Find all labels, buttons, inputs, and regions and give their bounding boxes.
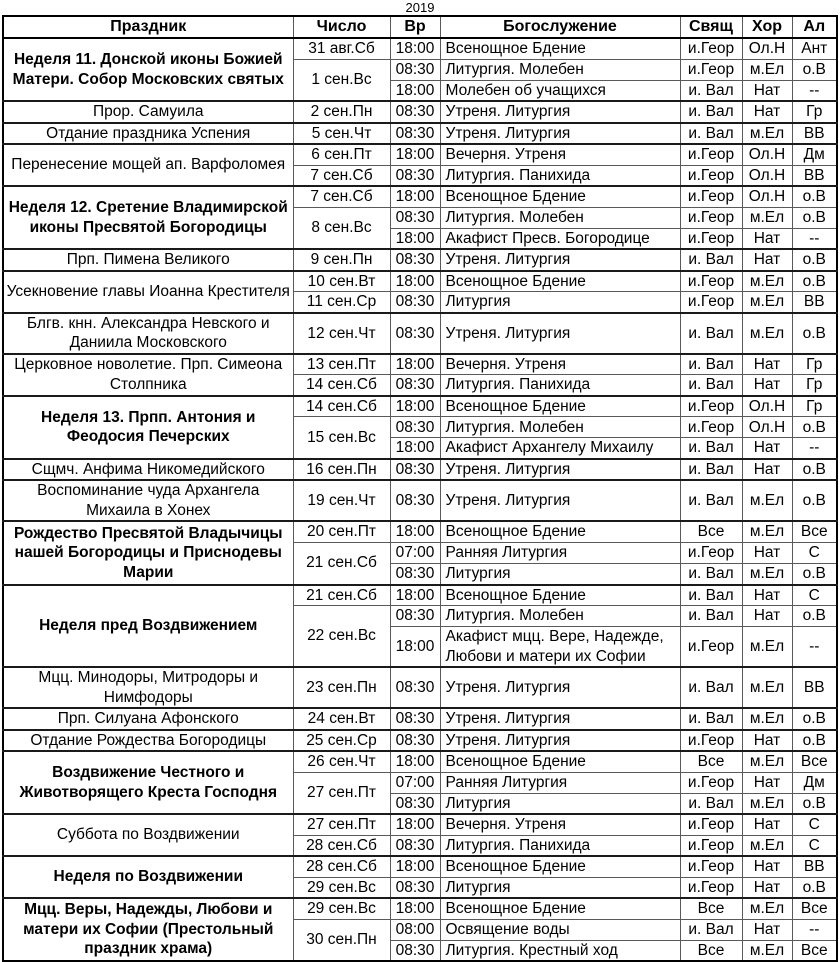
altar-cell: ВВ [792, 165, 837, 186]
altar-cell: -- [792, 438, 837, 459]
altar-cell: -- [792, 80, 837, 101]
service-cell: Всенощное Бдение [440, 751, 680, 772]
service-cell: Всенощное Бдение [440, 186, 680, 207]
schedule-row [3, 814, 837, 835]
altar-cell: о.В [792, 249, 837, 271]
service-cell: Литургия. Молебен [440, 59, 680, 80]
service-cell: Утреня. Литургия [440, 708, 680, 730]
altar-cell: ВВ [792, 123, 837, 145]
schedule-row [3, 144, 837, 165]
feast-cell: Мцц. Минодоры, Митродоры и Нимфодоры [3, 667, 293, 708]
schedule-row [3, 271, 837, 292]
service-cell: Литургия [440, 877, 680, 898]
service-cell: Всенощное Бдение [440, 585, 680, 606]
choir-cell: Нат [742, 856, 792, 877]
priest-cell: и.Геор [680, 186, 742, 207]
feast-cell: Усекновение главы Иоанна Крестителя [3, 271, 293, 313]
feast-cell: Отдание Рождества Богородицы [3, 730, 293, 752]
service-schedule-table [2, 15, 838, 962]
priest-cell: и.Геор [680, 207, 742, 228]
service-cell: Литургия. Крестный ход [440, 940, 680, 961]
date-cell: 6 сен.Пт [293, 144, 390, 165]
time-cell: 18:00 [390, 627, 440, 668]
altar-cell: Все [792, 751, 837, 772]
service-cell: Литургия [440, 292, 680, 313]
altar-cell: С [792, 585, 837, 606]
altar-cell: ВВ [792, 856, 837, 877]
time-cell: 08:30 [390, 730, 440, 752]
date-cell: 30 сен.Пн [293, 919, 390, 961]
column-header-service: Богослужение [440, 16, 680, 38]
priest-cell: и.Геор [680, 38, 742, 59]
date-cell: 2 сен.Пн [293, 101, 390, 123]
altar-cell: -- [792, 627, 837, 668]
column-header-altar: Ал [792, 16, 837, 38]
altar-cell: о.В [792, 480, 837, 521]
time-cell: 08:30 [390, 480, 440, 521]
priest-cell: и. Вал [680, 563, 742, 584]
service-cell: Утреня. Литургия [440, 480, 680, 521]
altar-cell: о.В [792, 313, 837, 354]
choir-cell: Нат [742, 814, 792, 835]
choir-cell: м.Ел [742, 563, 792, 584]
priest-cell: и. Вал [680, 480, 742, 521]
time-cell: 18:00 [390, 438, 440, 459]
choir-cell: Нат [742, 354, 792, 375]
service-cell: Всенощное Бдение [440, 898, 680, 919]
service-cell: Акафист Архангелу Михаилу [440, 438, 680, 459]
date-cell: 28 сен.Сб [293, 835, 390, 856]
time-cell: 18:00 [390, 186, 440, 207]
time-cell: 08:30 [390, 606, 440, 627]
column-header-date: Число [293, 16, 390, 38]
time-cell: 08:30 [390, 417, 440, 438]
choir-cell: Ол.Н [742, 38, 792, 59]
schedule-row [3, 354, 837, 375]
service-cell: Вечерня. Утреня [440, 144, 680, 165]
priest-cell: и. Вал [680, 438, 742, 459]
service-cell: Всенощное Бдение [440, 396, 680, 417]
choir-cell: Ол.Н [742, 396, 792, 417]
priest-cell: и. Вал [680, 354, 742, 375]
time-cell: 18:00 [390, 38, 440, 59]
choir-cell: Нат [742, 542, 792, 563]
priest-cell: и.Геор [680, 814, 742, 835]
priest-cell: и. Вал [680, 123, 742, 145]
choir-cell: Нат [742, 80, 792, 101]
altar-cell: о.В [792, 459, 837, 481]
schedule-row [3, 123, 837, 145]
time-cell: 18:00 [390, 751, 440, 772]
service-cell: Литургия. Молебен [440, 207, 680, 228]
choir-cell: м.Ел [742, 313, 792, 354]
date-cell: 28 сен.Сб [293, 856, 390, 877]
table-body [3, 38, 837, 961]
priest-cell: и.Геор [680, 856, 742, 877]
altar-cell: Гр [792, 354, 837, 375]
altar-cell: о.В [792, 708, 837, 730]
time-cell: 08:30 [390, 708, 440, 730]
priest-cell: и.Геор [680, 730, 742, 752]
time-cell: 07:00 [390, 772, 440, 793]
date-cell: 14 сен.Сб [293, 375, 390, 396]
time-cell: 18:00 [390, 271, 440, 292]
service-cell: Всенощное Бдение [440, 271, 680, 292]
service-cell: Литургия. Молебен [440, 417, 680, 438]
priest-cell: и. Вал [680, 667, 742, 708]
service-cell: Освящение воды [440, 919, 680, 940]
service-cell: Литургия. Панихида [440, 165, 680, 186]
feast-cell: Воспоминание чуда Архангела Михаила в Хонех [3, 480, 293, 521]
feast-cell: Неделя 12. Сретение Владимирской иконы Пресвятой Богородицы [3, 186, 293, 249]
time-cell: 08:30 [390, 375, 440, 396]
time-cell: 08:30 [390, 101, 440, 123]
time-cell: 08:30 [390, 249, 440, 271]
time-cell: 08:30 [390, 877, 440, 898]
choir-cell: м.Ел [742, 271, 792, 292]
choir-cell: Нат [742, 585, 792, 606]
service-cell: Утреня. Литургия [440, 123, 680, 145]
service-cell: Утреня. Литургия [440, 313, 680, 354]
service-cell: Вечерня. Утреня [440, 814, 680, 835]
priest-cell: и.Геор [680, 417, 742, 438]
feast-cell: Неделя 11. Донской иконы Божией Матери. Собор Московских святых [3, 38, 293, 101]
time-cell: 08:30 [390, 123, 440, 145]
date-cell: 21 сен.Сб [293, 542, 390, 584]
feast-cell: Суббота по Воздвижении [3, 814, 293, 856]
altar-cell: Гр [792, 375, 837, 396]
priest-cell: Все [680, 751, 742, 772]
schedule-row [3, 101, 837, 123]
date-cell: 19 сен.Чт [293, 480, 390, 521]
schedule-row [3, 585, 837, 606]
service-cell: Акафист мцц. Вере, Надежде, Любови и матери их Софии [440, 627, 680, 668]
time-cell: 18:00 [390, 898, 440, 919]
date-cell: 23 сен.Пн [293, 667, 390, 708]
priest-cell: и.Геор [680, 627, 742, 668]
table-header [3, 16, 837, 38]
year-title: 2019 [405, 0, 435, 15]
service-cell: Всенощное Бдение [440, 856, 680, 877]
altar-cell: о.В [792, 186, 837, 207]
date-cell: 27 сен.Пт [293, 814, 390, 835]
feast-cell: Прп. Силуана Афонского [3, 708, 293, 730]
date-cell: 24 сен.Вт [293, 708, 390, 730]
choir-cell: Ол.Н [742, 186, 792, 207]
altar-cell: Гр [792, 101, 837, 123]
schedule-row [3, 396, 837, 417]
priest-cell: и.Геор [680, 396, 742, 417]
priest-cell: и. Вал [680, 101, 742, 123]
altar-cell: -- [792, 919, 837, 940]
schedule-row [3, 708, 837, 730]
service-cell: Молебен об учащихся [440, 80, 680, 101]
date-cell: 7 сен.Сб [293, 165, 390, 186]
priest-cell: и.Геор [680, 772, 742, 793]
schedule-row [3, 751, 837, 772]
altar-cell: о.В [792, 417, 837, 438]
schedule-row [3, 898, 837, 919]
service-cell: Акафист Пресв. Богородице [440, 228, 680, 249]
date-cell: 25 сен.Ср [293, 730, 390, 752]
time-cell: 18:00 [390, 396, 440, 417]
altar-cell: Ант [792, 38, 837, 59]
priest-cell: и. Вал [680, 919, 742, 940]
feast-cell: Сщмч. Анфима Никомедийского [3, 459, 293, 481]
priest-cell: Все [680, 940, 742, 961]
altar-cell: С [792, 542, 837, 563]
choir-cell: Нат [742, 919, 792, 940]
service-cell: Литургия. Панихида [440, 375, 680, 396]
date-cell: 11 сен.Ср [293, 292, 390, 313]
altar-cell: Все [792, 898, 837, 919]
time-cell: 18:00 [390, 585, 440, 606]
altar-cell: Дм [792, 144, 837, 165]
choir-cell: Ол.Н [742, 417, 792, 438]
time-cell: 08:30 [390, 292, 440, 313]
priest-cell: и. Вал [680, 708, 742, 730]
date-cell: 29 сен.Вс [293, 877, 390, 898]
column-header-feast: Праздник [3, 16, 293, 38]
time-cell: 08:30 [390, 667, 440, 708]
date-cell: 9 сен.Пн [293, 249, 390, 271]
choir-cell: м.Ел [742, 751, 792, 772]
time-cell: 08:30 [390, 59, 440, 80]
schedule-row [3, 459, 837, 481]
service-cell: Вечерня. Утреня [440, 354, 680, 375]
choir-cell: м.Ел [742, 708, 792, 730]
priest-cell: и.Геор [680, 59, 742, 80]
choir-cell: м.Ел [742, 521, 792, 542]
altar-cell: о.В [792, 563, 837, 584]
schedule-row [3, 249, 837, 271]
priest-cell: и. Вал [680, 375, 742, 396]
date-cell: 14 сен.Сб [293, 396, 390, 417]
date-cell: 13 сен.Пт [293, 354, 390, 375]
altar-cell: о.В [792, 793, 837, 814]
date-cell: 1 сен.Вс [293, 59, 390, 101]
time-cell: 08:30 [390, 313, 440, 354]
service-cell: Литургия. Молебен [440, 606, 680, 627]
altar-cell: ВВ [792, 292, 837, 313]
date-cell: 12 сен.Чт [293, 313, 390, 354]
priest-cell: и. Вал [680, 585, 742, 606]
priest-cell: и.Геор [680, 165, 742, 186]
choir-cell: Нат [742, 459, 792, 481]
column-header-choir: Хор [742, 16, 792, 38]
feast-cell: Прп. Пимена Великого [3, 249, 293, 271]
priest-cell: и.Геор [680, 228, 742, 249]
schedule-row [3, 313, 837, 354]
service-cell: Утреня. Литургия [440, 730, 680, 752]
priest-cell: и. Вал [680, 313, 742, 354]
service-cell: Всенощное Бдение [440, 38, 680, 59]
altar-cell: Гр [792, 396, 837, 417]
date-cell: 16 сен.Пн [293, 459, 390, 481]
feast-cell: Отдание праздника Успения [3, 123, 293, 145]
schedule-row [3, 521, 837, 542]
choir-cell: м.Ел [742, 627, 792, 668]
priest-cell: и. Вал [680, 793, 742, 814]
feast-cell: Неделя пред Воздвижением [3, 585, 293, 668]
feast-cell: Рождество Пресвятой Владычицы нашей Богородицы и Приснодевы Марии [3, 521, 293, 584]
priest-cell: Все [680, 521, 742, 542]
altar-cell: С [792, 814, 837, 835]
time-cell: 08:30 [390, 793, 440, 814]
schedule-row [3, 38, 837, 59]
feast-cell: Блгв. кнн. Александра Невского и Даниила Московского [3, 313, 293, 354]
feast-cell: Прор. Самуила [3, 101, 293, 123]
priest-cell: и. Вал [680, 459, 742, 481]
schedule-row [3, 480, 837, 521]
altar-cell: Дм [792, 772, 837, 793]
time-cell: 18:00 [390, 521, 440, 542]
date-cell: 26 сен.Чт [293, 751, 390, 772]
choir-cell: м.Ел [742, 480, 792, 521]
service-cell: Утреня. Литургия [440, 101, 680, 123]
choir-cell: Ол.Н [742, 144, 792, 165]
altar-cell: о.В [792, 271, 837, 292]
service-cell: Утреня. Литургия [440, 667, 680, 708]
time-cell: 08:00 [390, 919, 440, 940]
choir-cell: Нат [742, 730, 792, 752]
service-cell: Ранняя Литургия [440, 542, 680, 563]
schedule-row [3, 186, 837, 207]
choir-cell: м.Ел [742, 207, 792, 228]
choir-cell: Нат [742, 606, 792, 627]
altar-cell: о.В [792, 730, 837, 752]
altar-cell: -- [792, 228, 837, 249]
priest-cell: и.Геор [680, 271, 742, 292]
date-cell: 27 сен.Пт [293, 772, 390, 814]
priest-cell: и. Вал [680, 606, 742, 627]
service-cell: Утреня. Литургия [440, 459, 680, 481]
schedule-row [3, 856, 837, 877]
choir-cell: м.Ел [742, 835, 792, 856]
time-cell: 18:00 [390, 856, 440, 877]
schedule-row [3, 667, 837, 708]
altar-cell: о.В [792, 207, 837, 228]
service-cell: Всенощное Бдение [440, 521, 680, 542]
choir-cell: м.Ел [742, 793, 792, 814]
date-cell: 8 сен.Вс [293, 207, 390, 249]
priest-cell: и.Геор [680, 144, 742, 165]
choir-cell: м.Ел [742, 940, 792, 961]
feast-cell: Перенесение мощей ап. Варфоломея [3, 144, 293, 186]
choir-cell: м.Ел [742, 898, 792, 919]
choir-cell: Нат [742, 772, 792, 793]
time-cell: 18:00 [390, 80, 440, 101]
time-cell: 08:30 [390, 940, 440, 961]
schedule-row [3, 730, 837, 752]
service-cell: Литургия [440, 563, 680, 584]
choir-cell: Нат [742, 375, 792, 396]
service-cell: Утреня. Литургия [440, 249, 680, 271]
date-cell: 22 сен.Вс [293, 606, 390, 668]
choir-cell: м.Ел [742, 667, 792, 708]
feast-cell: Неделя по Воздвижении [3, 856, 293, 898]
priest-cell: Все [680, 898, 742, 919]
time-cell: 18:00 [390, 228, 440, 249]
feast-cell: Мцц. Веры, Надежды, Любови и матери их Софии (Престольный праздник храма) [3, 898, 293, 961]
priest-cell: и.Геор [680, 835, 742, 856]
choir-cell: м.Ел [742, 59, 792, 80]
priest-cell: и. Вал [680, 80, 742, 101]
date-cell: 21 сен.Сб [293, 585, 390, 606]
altar-cell: о.В [792, 877, 837, 898]
choir-cell: м.Ел [742, 123, 792, 145]
time-cell: 18:00 [390, 814, 440, 835]
date-cell: 29 сен.Вс [293, 898, 390, 919]
column-header-time: Вр [390, 16, 440, 38]
altar-cell: Все [792, 940, 837, 961]
priest-cell: и. Вал [680, 249, 742, 271]
date-cell: 20 сен.Пт [293, 521, 390, 542]
choir-cell: м.Ел [742, 292, 792, 313]
priest-cell: и.Геор [680, 877, 742, 898]
date-cell: 5 сен.Чт [293, 123, 390, 145]
time-cell: 07:00 [390, 542, 440, 563]
time-cell: 08:30 [390, 207, 440, 228]
time-cell: 18:00 [390, 354, 440, 375]
altar-cell: ВВ [792, 667, 837, 708]
choir-cell: Ол.Н [742, 165, 792, 186]
date-cell: 7 сен.Сб [293, 186, 390, 207]
time-cell: 08:30 [390, 165, 440, 186]
time-cell: 18:00 [390, 144, 440, 165]
column-header-priest: Свящ [680, 16, 742, 38]
service-cell: Литургия [440, 793, 680, 814]
altar-cell: о.В [792, 606, 837, 627]
choir-cell: Нат [742, 438, 792, 459]
feast-cell: Церковное новолетие. Прп. Симеона Столпника [3, 354, 293, 396]
feast-cell: Неделя 13. Прпп. Антония и Феодосия Печерских [3, 396, 293, 459]
header-row [3, 16, 837, 38]
priest-cell: и.Геор [680, 542, 742, 563]
date-cell: 31 авг.Сб [293, 38, 390, 59]
choir-cell: Нат [742, 249, 792, 271]
altar-cell: о.В [792, 59, 837, 80]
feast-cell: Воздвижение Честного и Животворящего Креста Господня [3, 751, 293, 814]
time-cell: 08:30 [390, 563, 440, 584]
choir-cell: Нат [742, 228, 792, 249]
time-cell: 08:30 [390, 459, 440, 481]
altar-cell: С [792, 835, 837, 856]
choir-cell: Нат [742, 877, 792, 898]
service-cell: Ранняя Литургия [440, 772, 680, 793]
date-cell: 15 сен.Вс [293, 417, 390, 459]
altar-cell: Все [792, 521, 837, 542]
choir-cell: Нат [742, 101, 792, 123]
time-cell: 08:30 [390, 835, 440, 856]
priest-cell: и.Геор [680, 292, 742, 313]
service-cell: Литургия. Панихида [440, 835, 680, 856]
date-cell: 10 сен.Вт [293, 271, 390, 292]
